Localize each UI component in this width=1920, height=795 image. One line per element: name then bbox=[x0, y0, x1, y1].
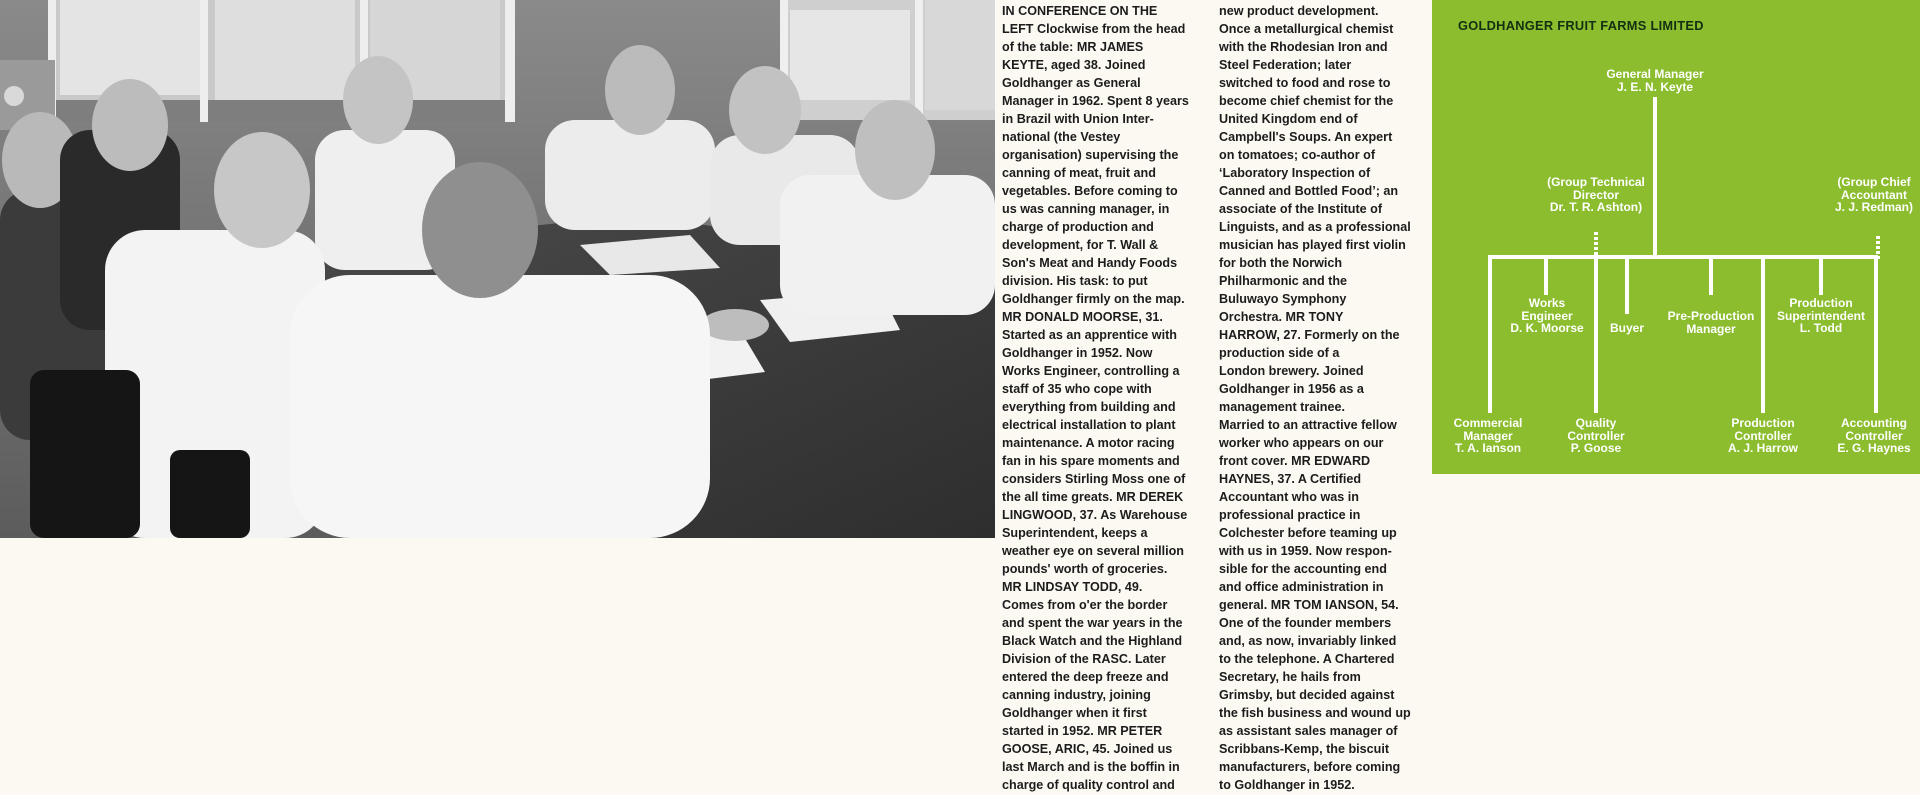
article-line: Linguists, and as a professional bbox=[1219, 220, 1411, 234]
article-line: Campbell's Soups. An expert bbox=[1219, 130, 1393, 144]
article-line: Started as an apprentice with bbox=[1002, 328, 1177, 342]
article-line: charge of production and bbox=[1002, 220, 1154, 234]
article-line: Scribbans-Kemp, the biscuit bbox=[1219, 742, 1390, 756]
node-pre-production-manager: Pre-Production Manager bbox=[1667, 309, 1755, 336]
article-line: LINGWOOD, 37. As Warehouse bbox=[1002, 508, 1188, 522]
article-line: with us in 1959. Now respon- bbox=[1219, 544, 1392, 558]
org-chart bbox=[1432, 0, 1920, 474]
article-line: HARROW, 27. Formerly on the bbox=[1219, 328, 1400, 342]
article-line: fan in his spare moments and bbox=[1002, 454, 1180, 468]
article-line: Goldhanger when it first bbox=[1002, 706, 1147, 720]
article-line: national (the Vestey bbox=[1002, 130, 1121, 144]
article-line: staff of 35 who cope with bbox=[1002, 382, 1152, 396]
org-chart-title: GOLDHANGER FRUIT FARMS LIMITED bbox=[1458, 18, 1704, 33]
article-line: Married to an attractive fellow bbox=[1219, 418, 1397, 432]
article-column-2 bbox=[1219, 2, 1431, 794]
article-line: to the telephone. A Chartered bbox=[1219, 652, 1395, 666]
node-group-chief-accountant: (Group Chief Accountant J. J. Redman) bbox=[1834, 175, 1914, 214]
article-line: management trainee. bbox=[1219, 400, 1345, 414]
article-line: Orchestra. MR TONY bbox=[1219, 310, 1344, 324]
article-line: electrical installation to plant bbox=[1002, 418, 1176, 432]
article-line: Philharmonic and the bbox=[1219, 274, 1348, 288]
article-line: ‘Laboratory Inspection of bbox=[1219, 166, 1371, 180]
article-line: us was canning manager, in bbox=[1002, 202, 1170, 216]
article-line: GOOSE, ARIC, 45. Joined us bbox=[1002, 742, 1173, 756]
article-line: pounds' worth of groceries. bbox=[1002, 562, 1168, 576]
article-line: One of the founder members bbox=[1219, 616, 1392, 630]
article-line: LEFT Clockwise from the head bbox=[1002, 22, 1186, 36]
article-line: sible for the accounting end bbox=[1219, 562, 1387, 576]
article-line: started in 1952. MR PETER bbox=[1002, 724, 1163, 738]
article-line: Steel Federation; later bbox=[1219, 58, 1352, 72]
conference-photo bbox=[0, 0, 995, 538]
article-line: and office administration in bbox=[1219, 580, 1384, 594]
article-line: general. MR TOM IANSON, 54. bbox=[1219, 598, 1399, 612]
article-line: as assistant sales manager of bbox=[1219, 724, 1398, 738]
article-line: London brewery. Joined bbox=[1219, 364, 1364, 378]
connector-works bbox=[1544, 259, 1548, 295]
connector-tech-dashed bbox=[1594, 232, 1598, 256]
node-production-superintendent: Production Superintendent L. Todd bbox=[1776, 296, 1865, 335]
article-line: organisation) supervising the bbox=[1002, 148, 1179, 162]
connector-prodctrl bbox=[1761, 259, 1765, 413]
article-line: in Brazil with Union Inter- bbox=[1002, 112, 1154, 126]
article-line: production side of a bbox=[1219, 346, 1340, 360]
article-line: Goldhanger as General bbox=[1002, 76, 1141, 90]
node-buyer: Buyer bbox=[1609, 321, 1644, 335]
article-line: MR DONALD MOORSE, 31. bbox=[1002, 310, 1163, 324]
article-line: for both the Norwich bbox=[1219, 256, 1343, 270]
article-line: on tomatoes; co-author of bbox=[1219, 148, 1376, 162]
article-line: Works Engineer, controlling a bbox=[1002, 364, 1180, 378]
connector-quality bbox=[1594, 259, 1598, 413]
article-line: IN CONFERENCE ON THE bbox=[1002, 4, 1158, 18]
node-works-engineer: Works Engineer D. K. Moorse bbox=[1510, 296, 1584, 335]
node-production-controller: Production Controller A. J. Harrow bbox=[1727, 416, 1799, 455]
article-line: the fish business and wound up bbox=[1219, 706, 1411, 720]
article-line: Grimsby, but decided against bbox=[1219, 688, 1395, 702]
article-line: to Goldhanger in 1952. bbox=[1219, 778, 1355, 792]
article-line: front cover. MR EDWARD bbox=[1219, 454, 1371, 468]
node-accounting-controller: Accounting Controller E. G. Haynes bbox=[1837, 416, 1911, 455]
article-line: Buluwayo Symphony bbox=[1219, 292, 1347, 306]
article-line: Black Watch and the Highland bbox=[1002, 634, 1183, 648]
connector-preprod bbox=[1709, 259, 1713, 295]
article-line: Division of the RASC. Later bbox=[1002, 652, 1166, 666]
article-line: maintenance. A motor racing bbox=[1002, 436, 1175, 450]
article-line: KEYTE, aged 38. Joined bbox=[1002, 58, 1146, 72]
article-line: Son's Meat and Handy Foods bbox=[1002, 256, 1178, 270]
article-line: Superintendent, keeps a bbox=[1002, 526, 1148, 540]
article-line: charge of quality control and bbox=[1002, 778, 1175, 792]
node-group-technical-director: (Group Technical Director Dr. T. R. Ashton) bbox=[1547, 175, 1645, 214]
article-line: considers Stirling Moss one of bbox=[1002, 472, 1186, 486]
article-line: associate of the Institute of bbox=[1219, 202, 1383, 216]
article-line: Goldhanger in 1956 as a bbox=[1219, 382, 1364, 396]
article-line: Goldhanger firmly on the map. bbox=[1002, 292, 1185, 306]
node-commercial-manager: Commercial Manager T. A. Ianson bbox=[1453, 416, 1523, 455]
article-line: worker who appears on our bbox=[1219, 436, 1384, 450]
article-line: canning industry, joining bbox=[1002, 688, 1151, 702]
article-line: Colchester before teaming up bbox=[1219, 526, 1397, 540]
article-line: vegetables. Before coming to bbox=[1002, 184, 1178, 198]
article-line: Secretary, he hails from bbox=[1219, 670, 1361, 684]
article-line: professional practice in bbox=[1219, 508, 1361, 522]
article-line: Accountant who was in bbox=[1219, 490, 1359, 504]
connector-prodsup bbox=[1819, 259, 1823, 295]
article-line: and, as now, invariably linked bbox=[1219, 634, 1397, 648]
connector-buyer bbox=[1625, 259, 1629, 314]
article-line: weather eye on several million bbox=[1002, 544, 1184, 558]
article-line: division. His task: to put bbox=[1002, 274, 1148, 288]
article-line: Goldhanger in 1952. Now bbox=[1002, 346, 1153, 360]
article-line: entered the deep freeze and bbox=[1002, 670, 1169, 684]
article-line: new product development. bbox=[1219, 4, 1379, 18]
article-line: HAYNES, 37. A Certified bbox=[1219, 472, 1362, 486]
article-line: Once a metallurgical chemist bbox=[1219, 22, 1394, 36]
article-line: with the Rhodesian Iron and bbox=[1219, 40, 1388, 54]
article-line: and spent the war years in the bbox=[1002, 616, 1183, 630]
article-line: Canned and Bottled Food’; an bbox=[1219, 184, 1399, 198]
article-line: last March and is the boffin in bbox=[1002, 760, 1180, 774]
node-quality-controller: Quality Controller P. Goose bbox=[1567, 416, 1625, 455]
article-line: become chief chemist for the bbox=[1219, 94, 1394, 108]
article-line: musician has played first violin bbox=[1219, 238, 1406, 252]
article-line: everything from building and bbox=[1002, 400, 1176, 414]
article-line: manufacturers, before coming bbox=[1219, 760, 1401, 774]
article-line: of the table: MR JAMES bbox=[1002, 40, 1144, 54]
article-line: the all time greats. MR DEREK bbox=[1002, 490, 1184, 504]
node-general-manager: General Manager J. E. N. Keyte bbox=[1606, 67, 1704, 94]
connector-commercial bbox=[1488, 259, 1492, 413]
article-line: Comes from o'er the border bbox=[1002, 598, 1168, 612]
article-line: MR LINDSAY TODD, 49. bbox=[1002, 580, 1143, 594]
article-line: United Kingdom end of bbox=[1219, 112, 1358, 126]
article-column-1 bbox=[1002, 2, 1212, 794]
article-line: canning of meat, fruit and bbox=[1002, 166, 1156, 180]
article-line: Manager in 1962. Spent 8 years bbox=[1002, 94, 1189, 108]
article-line: switched to food and rose to bbox=[1219, 76, 1391, 90]
connector-acctctrl bbox=[1874, 259, 1878, 413]
article-line: development, for T. Wall & bbox=[1002, 238, 1159, 252]
